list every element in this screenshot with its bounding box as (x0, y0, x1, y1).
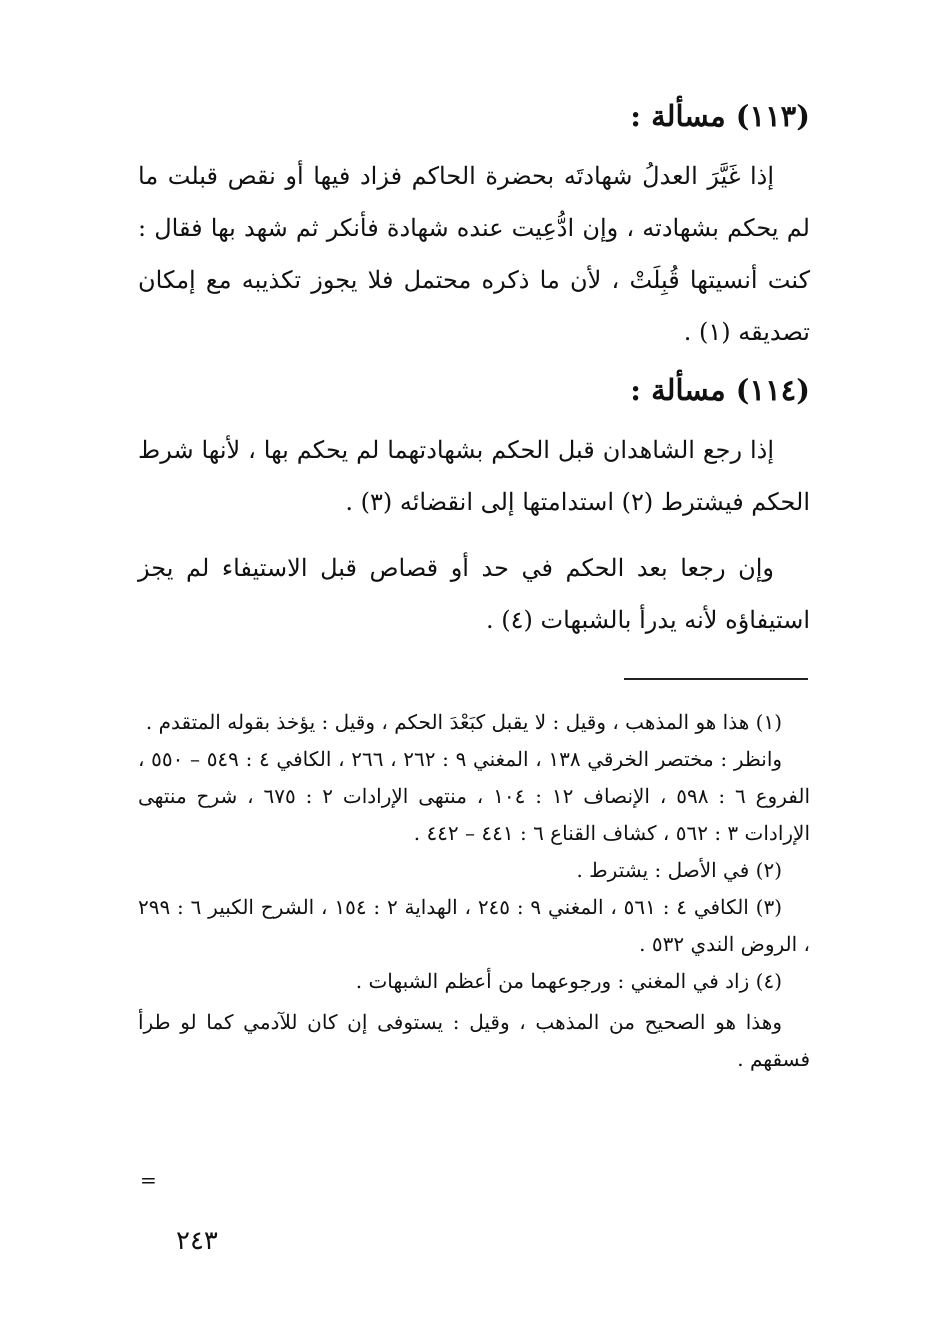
issue-114-paragraph-2: وإن رجعا بعد الحكم في حد أو قصاص قبل الاستيفاء لم يجز استيفاؤه لأنه يدرأ بالشبهات (٤) . (138, 554, 810, 634)
footnote-4-continuation: وهذا هو الصحيح من المذهب ، وقيل : يستوفى إن كان للآدمي كما لو طرأ فسقهم . (138, 1010, 810, 1071)
footnote-2: (٢) في الأصل : يشترط . (576, 858, 782, 882)
issue-114-heading: (١١٤) مسألة : (630, 373, 810, 407)
footnote-4: (٤) زاد في المغني : ورجوعهما من أعظم الشبهات . (355, 969, 782, 993)
footnote-divider (624, 678, 808, 680)
issue-113-body (138, 150, 810, 358)
issue-114-paragraph-1: إذا رجع الشاهدان قبل الحكم بشهادتهما لم يحكم بها ، لأنها شرط الحكم فيشترط (٢) استدامتها إلى انقضائه (٣) . (138, 436, 810, 516)
footnotes (138, 704, 810, 1078)
issue-113-paragraph: إذا غَيَّرَ العدلُ شهادتَه بحضرة الحاكم فزاد فيها أو نقص قبلت ما لم يحكم بشهادته ، وإن ادُّعِيت عنده شهادة فأنكر ثم شهد بها فقال : كنت أنسيتها قُبِلَتْ ، لأن ما ذكره محتمل فلا يجوز تكذيبه مع إمكان تصديقه (١) . (138, 162, 810, 346)
footnote-1: (١) هذا هو المذهب ، وقيل : لا يقبل كبَعْدَ الحكم ، وقيل : يؤخذ بقوله المتقدم . (145, 710, 782, 734)
issue-114-body (138, 424, 810, 646)
footnote-1-references: وانظر : مختصر الخرقي ١٣٨ ، المغني ٩ : ٢٦٢ ، ٢٦٦ ، الكافي ٤ : ٥٤٩ – ٥٥٠ ، الفروع ٦ : ٥٩٨ ، الإنصاف ١٢ : ١٠٤ ، منتهى الإرادات ٢ : ٦٧٥ ، شرح منتهى الإرادات ٣ : ٥٦٢ ، كشاف القناع ٦ : ٤٤١ – ٤٤٢ . (138, 747, 811, 845)
issue-113-heading: (١١٣) مسألة : (630, 99, 810, 133)
continuation-mark: = (140, 1168, 157, 1192)
footnote-3: (٣) الكافي ٤ : ٥٦١ ، المغني ٩ : ٢٤٥ ، الهداية ٢ : ١٥٤ ، الشرح الكبير ٦ : ٢٩٩ ، الروض الندي ٥٣٢ . (138, 895, 810, 956)
page-number: ٢٤٣ (176, 1226, 218, 1256)
